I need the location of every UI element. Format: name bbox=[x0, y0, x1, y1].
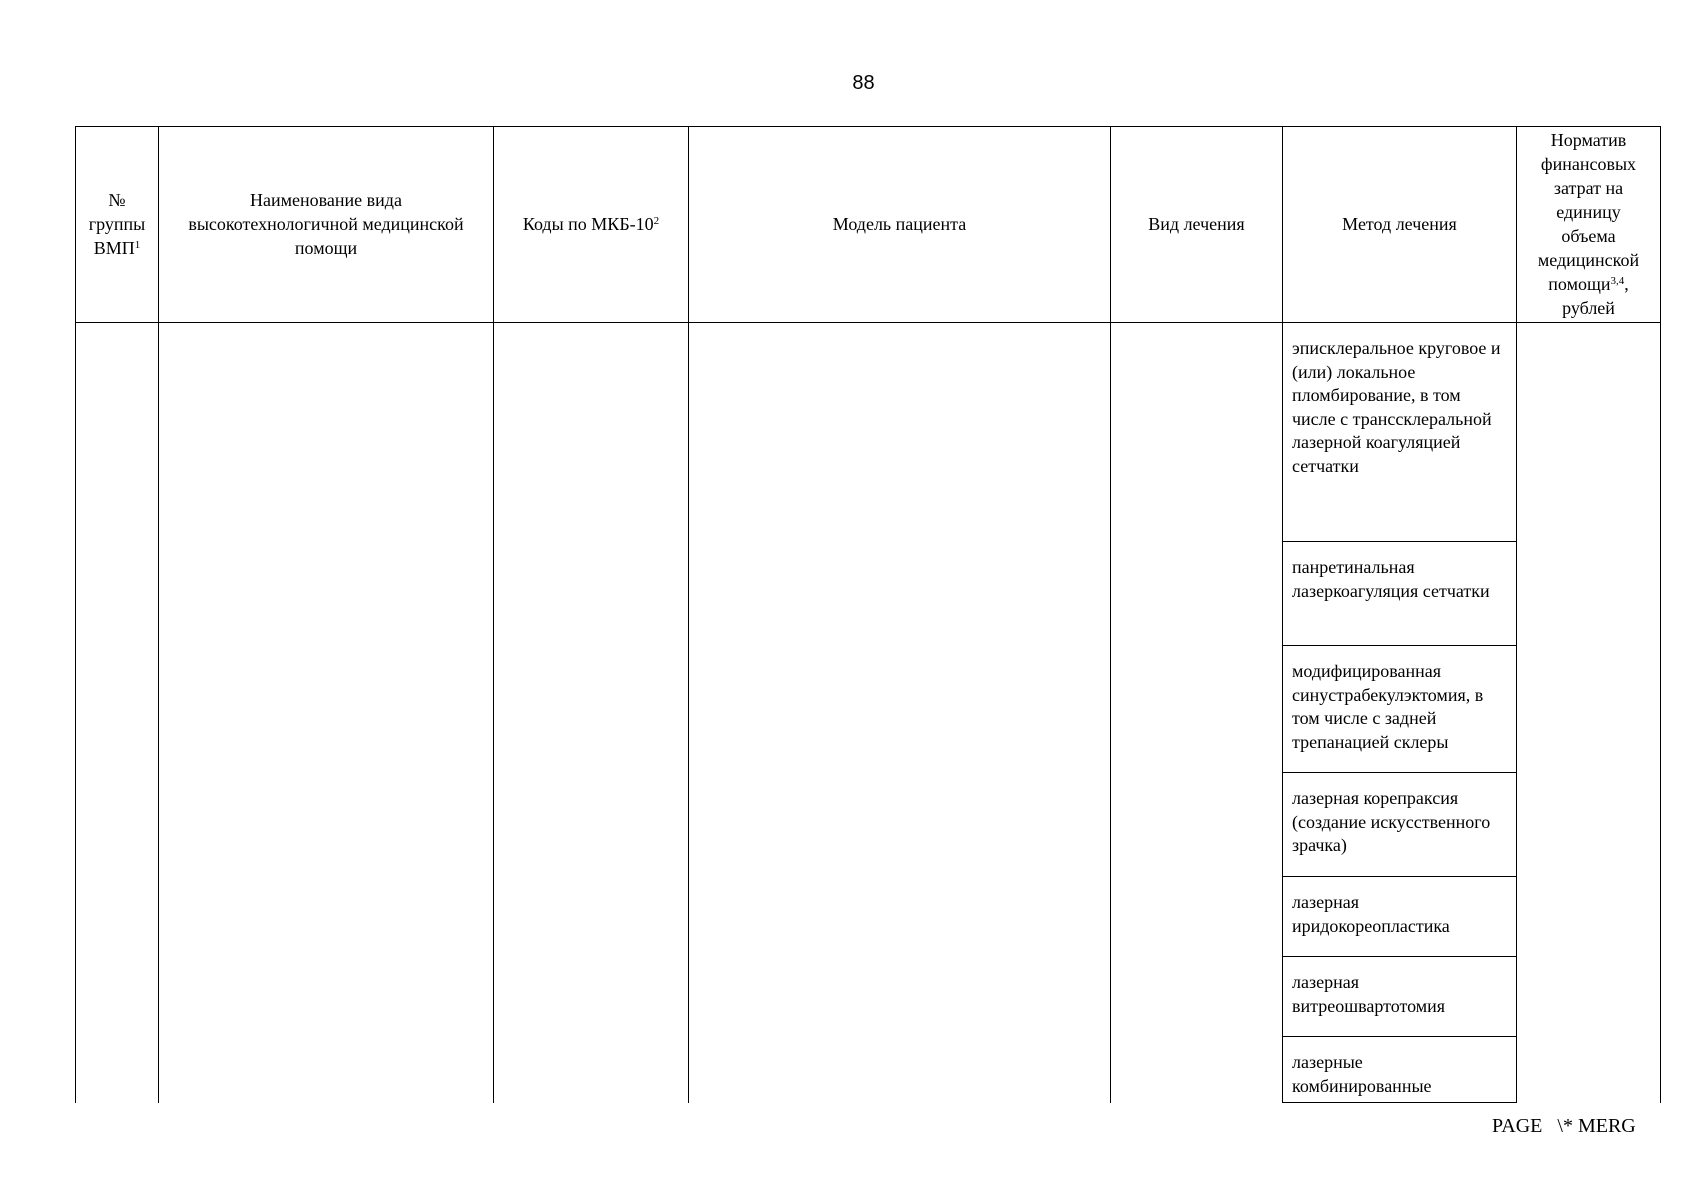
header-kind: Вид лечения bbox=[1148, 214, 1245, 234]
method-cell: панретинальная лазеркоагуляция сетчатки bbox=[1292, 557, 1490, 601]
header-codes: Коды по МКБ-$10^2$ bbox=[522, 214, 660, 234]
header-method: Метод лечения bbox=[1342, 214, 1457, 234]
method-cell: лазерная корепраксия (создание искусственного зрачка) bbox=[1292, 788, 1491, 855]
method-cell: модифицированная синустрабекулэктомия, в том числе с задней трепанацией склеры bbox=[1292, 661, 1484, 752]
method-cell: эписклеральное круговое и (или) локальное пломбирование, в том числе с транссклеральной лазерной коагуляцией сетчатки bbox=[1292, 338, 1501, 476]
header-norm: Норматив финансовых затрат на единицу объема медицинской помощи$^{3,4}$, рублей bbox=[1537, 130, 1640, 318]
row-border bbox=[1282, 1102, 1516, 1103]
header-model: Модель пациента bbox=[832, 214, 967, 234]
method-cell: лазерные комбинированные bbox=[1292, 1052, 1432, 1096]
header-group-no: № группы ВМП$^1$ bbox=[88, 190, 146, 258]
header-name: Наименование вида высокотехнологичной медицинской помощи bbox=[188, 190, 464, 258]
method-cell: лазерная иридокореопластика bbox=[1292, 892, 1450, 936]
vmp-table bbox=[75, 126, 1661, 1103]
page-number: 88 bbox=[852, 72, 875, 94]
page-field-code: PAGE \* MERG bbox=[1492, 1115, 1636, 1137]
method-cell: лазерная витреошвартотомия bbox=[1292, 972, 1446, 1016]
col-border bbox=[1660, 126, 1661, 1103]
